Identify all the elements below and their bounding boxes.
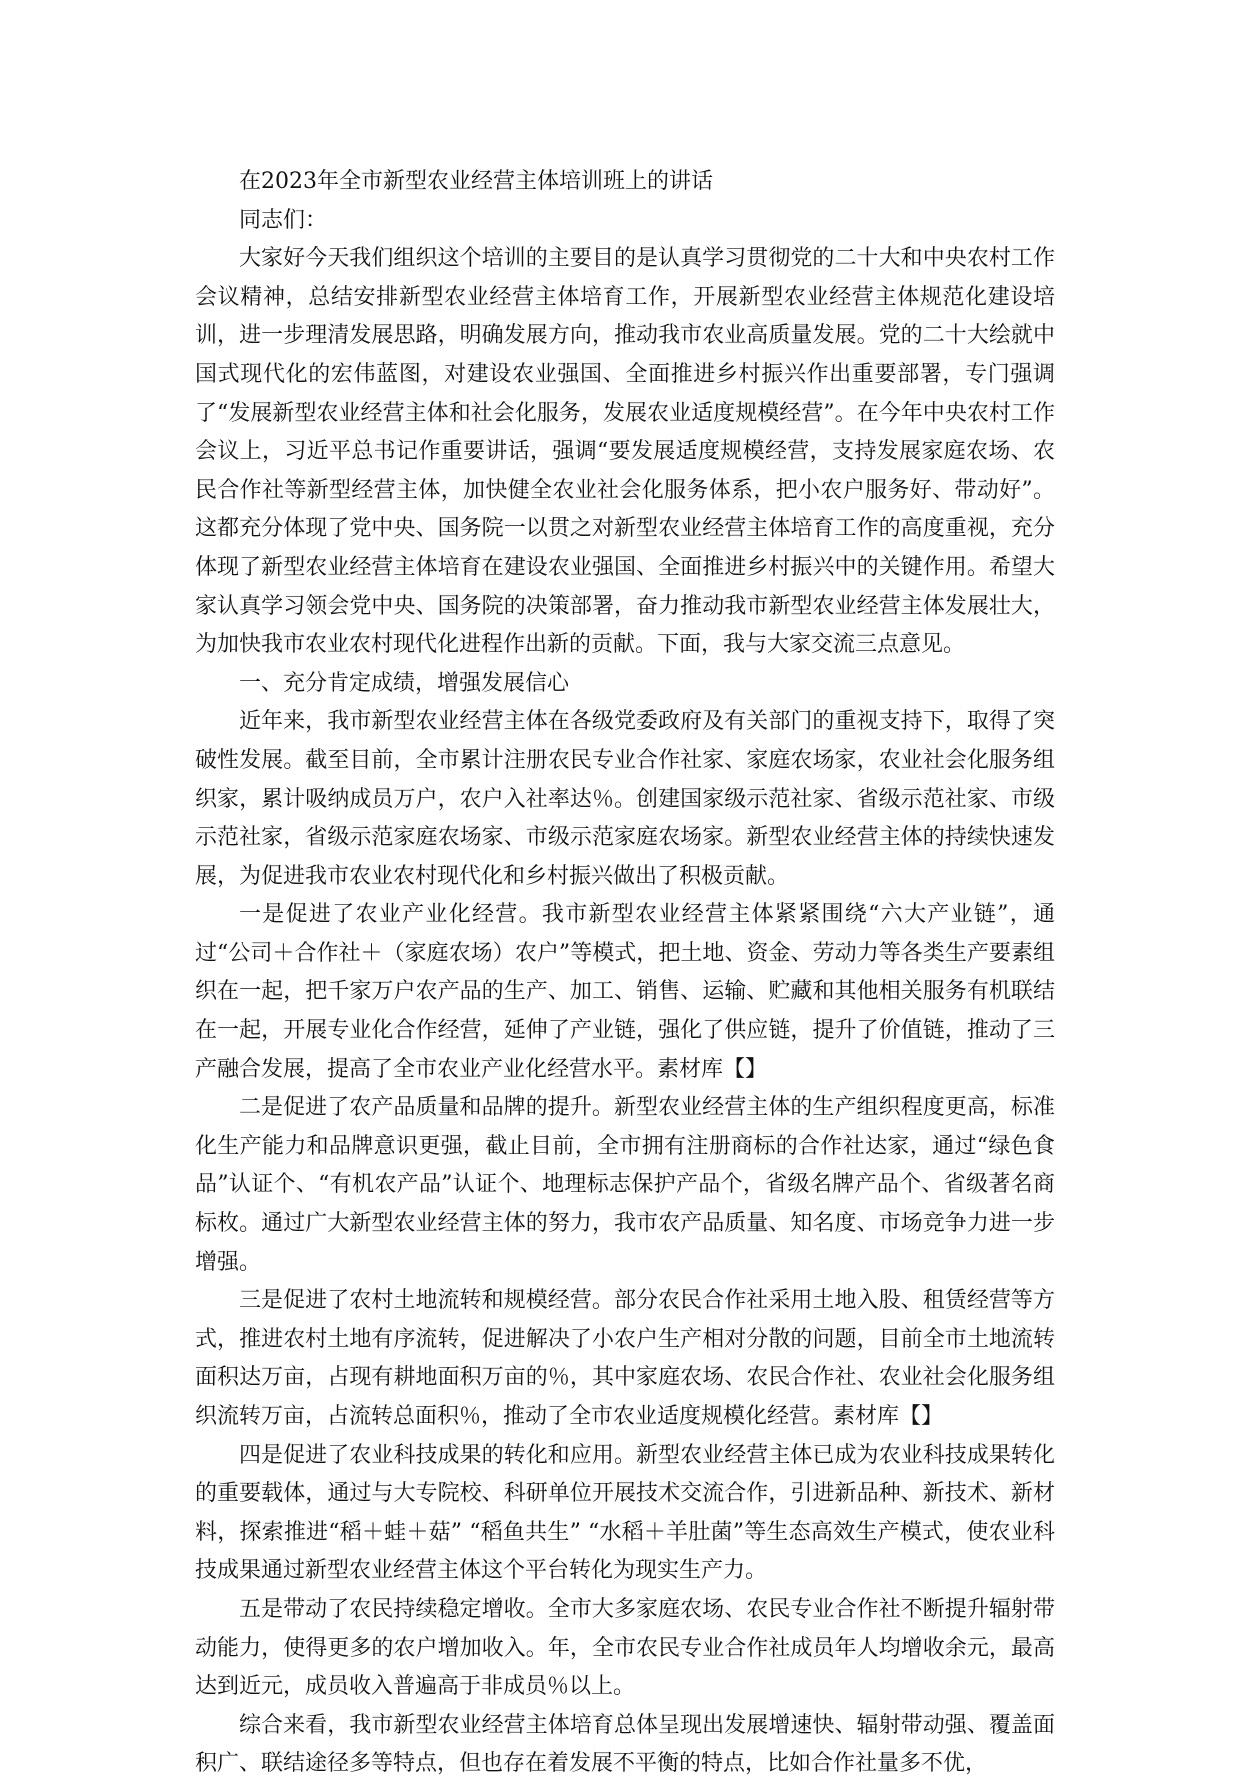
salutation: 同志们： [239, 207, 328, 233]
paragraph-point-5: 五是带动了农民持续稳定增收。全市大多家庭农场、农民专业合作社不断提升辐射带动能力，使得更多的农户增加收入。年，全市农民专业合作社成员年人均增收余元，最高达到近元，成员收入普遍高于非成员％以上。 [195, 1596, 1055, 1700]
paragraph-achievements: 近年来，我市新型农业经营主体在各级党委政府及有关部门的重视支持下，取得了突破性发展。截至目前，全市累计注册农民专业合作社家、家庭农场家，农业社会化服务组织家，累计吸纳成员万户，农户入社率达％。创建国家级示范社家、省级示范社家、市级示范社家，省级示范家庭农场家、市级示范家庭农场家。新型农业经营主体的持续快速发展，为促进我市农业农村现代化和乡村振兴做出了积极贡献。 [195, 709, 1055, 889]
paragraph-point-4: 四是促进了农业科技成果的转化和应用。新型农业经营主体已成为农业科技成果转化的重要载体，通过与大专院校、科研单位开展技术交流合作，引进新品种、新技术、新材料，探索推进“稻＋蛙＋菇” “稻鱼共生” “水稻＋羊肚菌”等生态高效生产模式，使农业科技成果通过新型农业经营主体这个平台转化为现实生产力。 [195, 1442, 1055, 1584]
paragraph-point-3: 三是促进了农村土地流转和规模经营。部分农民合作社采用土地入股、租赁经营等方式，推进农村土地有序流转，促进解决了小农户生产相对分散的问题，目前全市土地流转面积达万亩，占现有耕地面积万亩的％，其中家庭农场、农民合作社、农业社会化服务组织流转万亩，占流转总面积％，推动了全市农业适度规模化经营。素材库【】 [195, 1288, 1055, 1429]
paragraph-summary: 综合来看，我市新型农业经营主体培育总体呈现出发展增速快、辐射带动强、覆盖面积广、联结途径多等特点，但也存在着发展不平衡的特点，比如合作社量多不优， [195, 1712, 1055, 1777]
paragraph-point-1: 一是促进了农业产业化经营。我市新型农业经营主体紧紧围绕“六大产业链”，通过“公司＋合作社＋（家庭农场）农户”等模式，把土地、资金、劳动力等各类生产要素组织在一起，把千家万户农产品的生产、加工、销售、运输、贮藏和其他相关服务有机联结在一起，开展专业化合作经营，延伸了产业链，强化了供应链，提升了价值链，推动了三产融合发展，提高了全市农业产业化经营水平。素材库【】 [195, 902, 1055, 1082]
document-body [195, 163, 1055, 1784]
section-heading-1: 一、充分肯定成绩，增强发展信心 [239, 670, 570, 696]
paragraph-point-2: 二是促进了农产品质量和品牌的提升。新型农业经营主体的生产组织程度更高，标准化生产能力和品牌意识更强，截止目前，全市拥有注册商标的合作社达家，通过“绿色食品”认证个、“有机农产品”认证个、地理标志保护产品个，省级名牌产品个、省级著名商标枚。通过广大新型农业经营主体的努力，我市农产品质量、知名度、市场竞争力进一步增强。 [195, 1095, 1055, 1275]
document-title: 在2023年全市新型农业经营主体培训班上的讲话 [239, 169, 713, 194]
paragraph-intro: 大家好今天我们组织这个培训的主要目的是认真学习贯彻党的二十大和中央农村工作会议精神，总结安排新型农业经营主体培育工作，开展新型农业经营主体规范化建设培训，进一步理清发展思路，明确发展方向，推动我市农业高质量发展。党的二十大绘就中国式现代化的宏伟蓝图，对建设农业强国、全面推进乡村振兴作出重要部署，专门强调了“发展新型农业经营主体和社会化服务，发展农业适度规模经营”。在今年中央农村工作会议上，习近平总书记作重要讲话，强调“要发展适度规模经营，支持发展家庭农场、农民合作社等新型经营主体，加快健全农业社会化服务体系，把小农户服务好、带动好”。这都充分体现了党中央、国务院一以贯之对新型农业经营主体培育工作的高度重视，充分体现了新型农业经营主体培育在建设农业强国、全面推进乡村振兴中的关键作用。希望大家认真学习领会党中央、国务院的决策部署，奋力推动我市新型农业经营主体发展壮大，为加快我市农业农村现代化进程作出新的贡献。下面，我与大家交流三点意见。 [195, 246, 1055, 658]
